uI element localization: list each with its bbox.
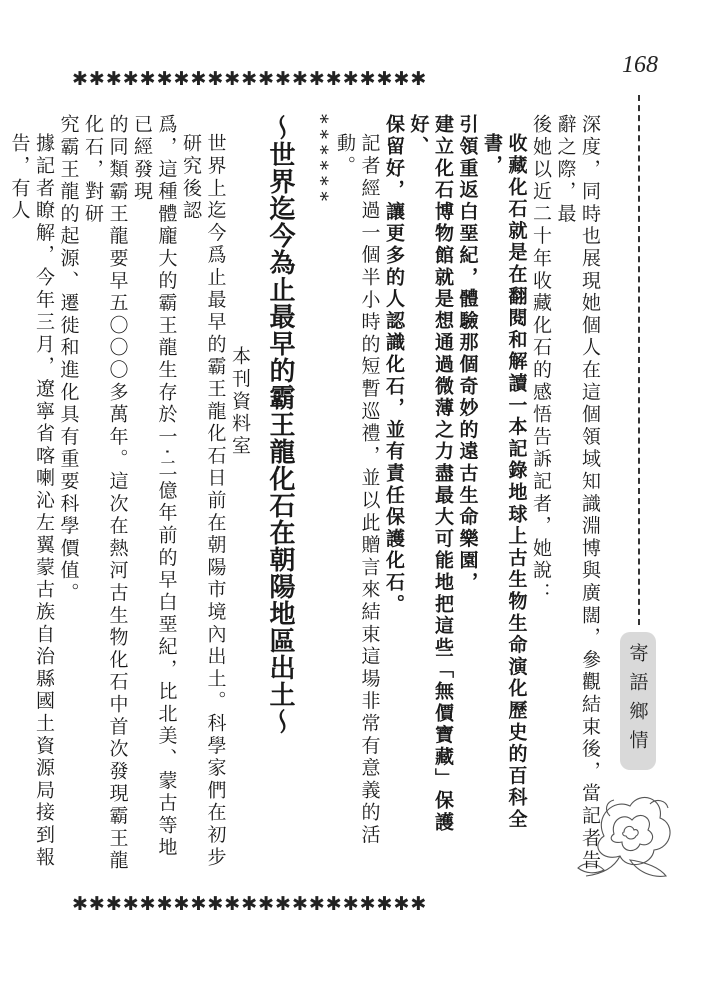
article-closing-line: 記者經過一個半小時的短暫巡禮，並以此贈言來結束這場非常有意義的活動。 (334, 133, 381, 847)
article-text-column: 爲，這種體龐大的霸王龍生存於一‧二億年前的早白堊紀，比北美、蒙古等地已經發現 (131, 114, 178, 860)
collector-quote-line: 建立化石博物館就是想通過微薄之力盡最大可能地把這些「無價寶藏」保護好、 (407, 114, 454, 834)
article-text-column: 世界上迄今爲止最早的霸王龍化石日前在朝陽市境內出土。科學家們在初步研究後認 (180, 133, 227, 869)
page-number: 168 (622, 52, 658, 78)
article-text-column: 究霸王龍的起源、遷徙和進化具有重要科學價值。 (57, 114, 80, 605)
top-ornament-border: ✱✱✱✱✱✱✱✱✱✱✱✱✱✱✱✱✱✱✱✱✱ (72, 68, 428, 90)
article-text-column: 據記者瞭解，今年三月，遼寧省喀喇沁左翼蒙古族自治縣國土資源局接到報告，有人 (8, 133, 55, 869)
article-headline: ～世界迄今為止最早的霸王龍化石在朝陽地區出土～ (265, 114, 295, 735)
section-separator-stars: ****** (309, 114, 332, 207)
article-text-column: 深度，同時也展現她個人在這個領域知識淵博與廣闊，參觀結束後，當記者告辭之際，最 (554, 114, 601, 873)
article-text-column: 的同類霸王龍要早五〇〇〇多萬年。這次在熱河古生物化石中首次發現霸王龍化石，對研 (82, 114, 129, 873)
collector-quote-line: 保留好，讓更多的人認識化石，並有責任保護化石。 (383, 114, 405, 616)
margin-dashed-rule (638, 95, 640, 625)
collector-quote-line: 引領重返白堊紀，體驗那個奇妙的遠古生命樂園， (456, 114, 479, 594)
section-tab: 寄語鄉情 (620, 632, 656, 770)
article-text-column: 後她以近二十年收藏化石的感悟告訴記者，她說： (530, 114, 552, 605)
article-byline: 本刊資料室 (229, 345, 251, 458)
article-body (8, 114, 602, 874)
collector-quote-line: 收藏化石就是在翻閱和解讀一本記錄地球上古生物生命演化歷史的百科全書， (481, 133, 528, 831)
bottom-ornament-border: ✱✱✱✱✱✱✱✱✱✱✱✱✱✱✱✱✱✱✱✱✱ (72, 893, 428, 915)
